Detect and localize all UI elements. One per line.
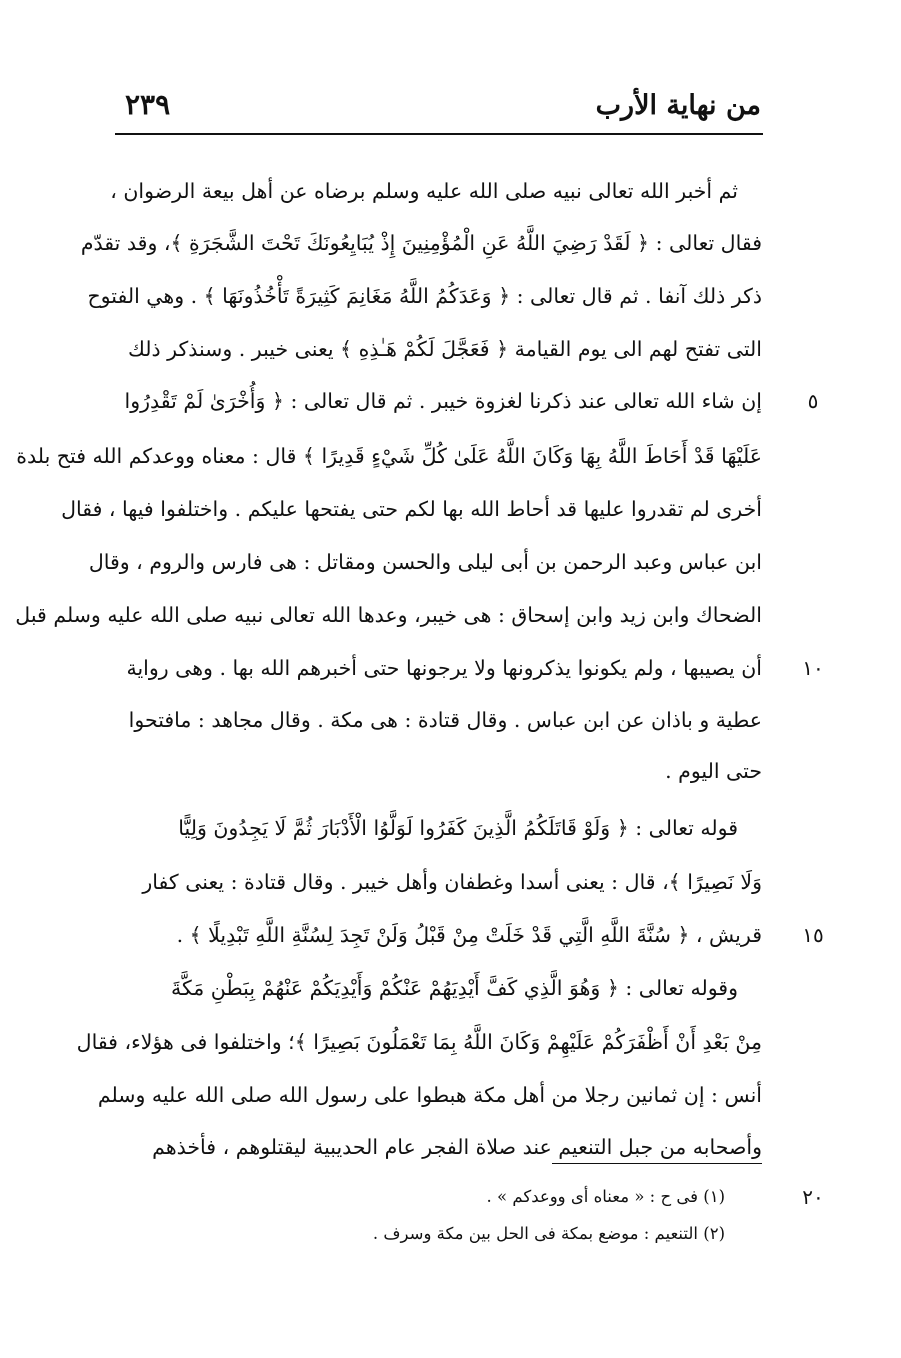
- header-rule: [115, 133, 763, 135]
- line-number: ٥: [807, 389, 819, 413]
- page-header: [115, 84, 761, 132]
- text-line: مِنْ بَعْدِ أَنْ أَظْفَرَكُمْ عَلَيْهِمْ وَكَانَ اللَّهُ بِمَا تَعْمَلُونَ بَصِيرًا ﴾؛ واختلفوا فى هؤلاء، فقال: [76, 1030, 762, 1054]
- running-title: من نهاية الأرب: [595, 90, 761, 121]
- text-line: ثم أخبر الله تعالى نبيه صلى الله عليه وسلم برضاه عن أهل بيعة الرضوان ،: [110, 179, 738, 203]
- text-line: ابن عباس وعبد الرحمن بن أبى ليلى والحسن ومقاتل : هى فارس والروم ، وقال: [88, 550, 762, 574]
- text-line: فقال تعالى : ﴿ لَقَدْ رَضِيَ اللَّهُ عَنِ الْمُؤْمِنِينَ إِذْ يُبَايِعُونَكَ تَحْتَ الشَّجَرَةِ ﴾، وقد تقدّم: [80, 231, 762, 255]
- text-line: وأصحابه من جبل التنعيم عند صلاة الفجر عام الحديبية ليقتلوهم ، فأخذهم: [152, 1135, 762, 1159]
- line-number: ١٠: [802, 656, 824, 680]
- text-line: أخرى لم تقدروا عليها قد أحاط الله بها لكم حتى يفتحها عليكم . واختلفوا فيها ، فقال: [61, 497, 762, 521]
- page-number: ٢٣٩: [125, 88, 171, 121]
- text-line: وَلَا نَصِيرًا ﴾، قال : يعنى أسدا وغطفان وأهل خيبر . وقال قتادة : يعنى كفار: [142, 870, 762, 894]
- text-line: عطية و باذان عن ابن عباس . وقال قتادة : هى مكة . وقال مجاهد : مافتحوا: [128, 708, 762, 732]
- text-line: قريش ، ﴿ سُنَّةَ اللَّهِ الَّتِي قَدْ خَلَتْ مِنْ قَبْلُ وَلَنْ تَجِدَ لِسُنَّةِ اللَّهِ تَبْدِيلًا ﴾ .: [176, 923, 762, 947]
- line-number: ١٥: [802, 923, 824, 947]
- text-line: أن يصيبها ، ولم يكونوا يذكرونها ولا يرجونها حتى أخبرهم الله بها . وهى رواية: [126, 656, 762, 680]
- text-line: وقوله تعالى : ﴿ وَهُوَ الَّذِي كَفَّ أَيْدِيَهُمْ عَنْكُمْ وَأَيْدِيَكُمْ عَنْهُمْ بِبَطْنِ مَكَّةَ: [170, 976, 738, 1000]
- text-line: حتى اليوم .: [665, 759, 762, 783]
- footnote: (٢) التنعيم : موضع بمكة فى الحل بين مكة وسرف .: [372, 1224, 725, 1243]
- text-line: إن شاء الله تعالى عند ذكرنا لغزوة خيبر . ثم قال تعالى : ﴿ وَأُخْرَىٰ لَمْ تَقْدِرُوا: [124, 389, 762, 413]
- footnote-rule: [552, 1163, 762, 1164]
- text-line: الضحاك وابن زيد وابن إسحاق : هى خيبر، وعدها الله تعالى نبيه صلى الله عليه وسلم قبل: [15, 603, 762, 627]
- footnote: (١) فى ح : « معناه أى ووعدكم » .: [486, 1187, 725, 1206]
- text-line: قوله تعالى : ﴿ وَلَوْ قَاتَلَكُمُ الَّذِينَ كَفَرُوا لَوَلَّوُا الْأَدْبَارَ ثُمَّ لَا يَجِدُونَ وَلِيًّا: [178, 816, 738, 840]
- text-line: التى تفتح لهم الى يوم القيامة ﴿ فَعَجَّلَ لَكُمْ هَـٰذِهِ ﴾ يعنى خيبر . وسنذكر ذلك: [127, 337, 762, 361]
- text-line: عَلَيْهَا قَدْ أَحَاطَ اللَّهُ بِهَا وَكَانَ اللَّهُ عَلَىٰ كُلِّ شَيْءٍ قَدِيرًا ﴾ قال : معناه ووعدكم الله فتح بلدة: [16, 444, 762, 468]
- text-line: ذكر ذلك آنفا . ثم قال تعالى : ﴿ وَعَدَكُمُ اللَّهُ مَغَانِمَ كَثِيرَةً تَأْخُذُونَهَا ﴾ . وهي الفتوح: [87, 284, 762, 308]
- line-number: ٢٠: [802, 1185, 824, 1209]
- text-line: أنس : إن ثمانين رجلا من أهل مكة هبطوا على رسول الله صلى الله عليه وسلم: [97, 1083, 762, 1107]
